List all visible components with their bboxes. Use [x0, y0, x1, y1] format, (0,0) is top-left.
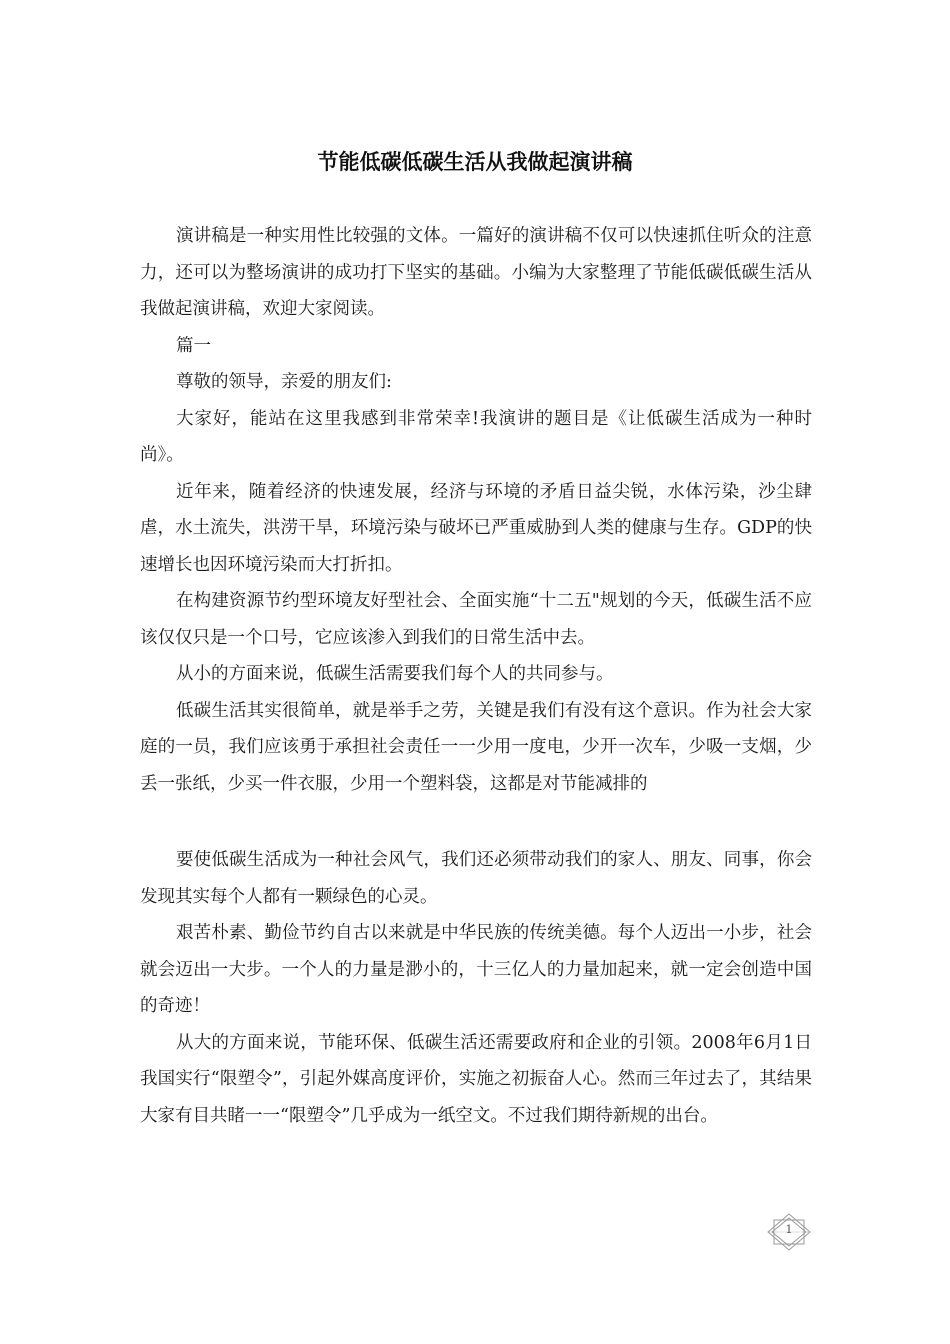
- paragraph-small-aspect: 从小的方面来说，低碳生活需要我们每个人的共同参与。: [176, 664, 614, 684]
- paragraph-tradition: 艰苦朴素、勤俭节约自古以来就是中华民族的传统美德。每个人迈出一小步，社会就会迈出一大步。一个人的力量是渺小的，十三亿人的力量加起来，就一定会创造中国的奇迹！: [140, 923, 812, 1016]
- paragraph-twelfth-five-year: 在构建资源节约型环境友好型社会、全面实施“十二五"规划的今天，低碳生活不应该仅仅只是一个口号，它应该渗入到我们的日常生活中去。: [140, 591, 812, 648]
- paragraph-salutation: 尊敬的领导，亲爱的朋友们:: [176, 372, 392, 392]
- document-title: 节能低碳低碳生活从我做起演讲稿: [317, 150, 633, 174]
- paragraph-low-carbon-simple: 低碳生活其实很简单，就是举手之劳，关键是我们有没有这个意识。作为社会大家庭的一员，我们应该勇于承担社会责任一一少用一度电，少开一次车，少吸一支烟，少丢一张纸，少买一件衣服，少用一个塑料袋，这都是对节能减排的: [140, 700, 812, 794]
- body-text-part-1: [140, 218, 812, 802]
- paragraph-intro: 演讲稿是一种实用性比较强的文体。一篇好的演讲稿不仅可以快速抓住听众的注意力，还可以为整场演讲的成功打下坚实的基础。小编为大家整理了节能低碳低碳生活从我做起演讲稿，欢迎大家阅读。: [140, 226, 812, 319]
- paragraph-greeting: 大家好，能站在这里我感到非常荣幸!我演讲的题目是《让低碳生活成为一种时尚》。: [140, 408, 812, 465]
- paragraph-large-aspect: 从大的方面来说，节能环保、低碳生活还需要政府和企业的引领。2008年6月1日我国实行“限塑令”，引起外媒高度评价，实施之初振奋人心。然而三年过去了，其结果大家有目共睹一一“限塑令”几乎成为一纸空文。不过我们期待新规的出台。: [140, 1032, 812, 1126]
- page-number-badge: [766, 1212, 812, 1252]
- body-text-part-2: [140, 842, 812, 1134]
- page-number: 1: [785, 1223, 793, 1236]
- paragraph-section-label: 篇一: [176, 335, 211, 356]
- paragraph-social-trend: 要使低碳生活成为一种社会风气，我们还必须带动我们的家人、朋友、同事，你会发现其实每个人都有一颗绿色的心灵。: [140, 850, 812, 907]
- paragraph-background: 近年来，随着经济的快速发展，经济与环境的矛盾日益尖锐，水体污染，沙尘肆虐，水土流失，洪涝干旱，环境污染与破坏已严重威胁到人类的健康与生存。GDP的快速增长也因环境污染而大打折扣。: [140, 481, 812, 575]
